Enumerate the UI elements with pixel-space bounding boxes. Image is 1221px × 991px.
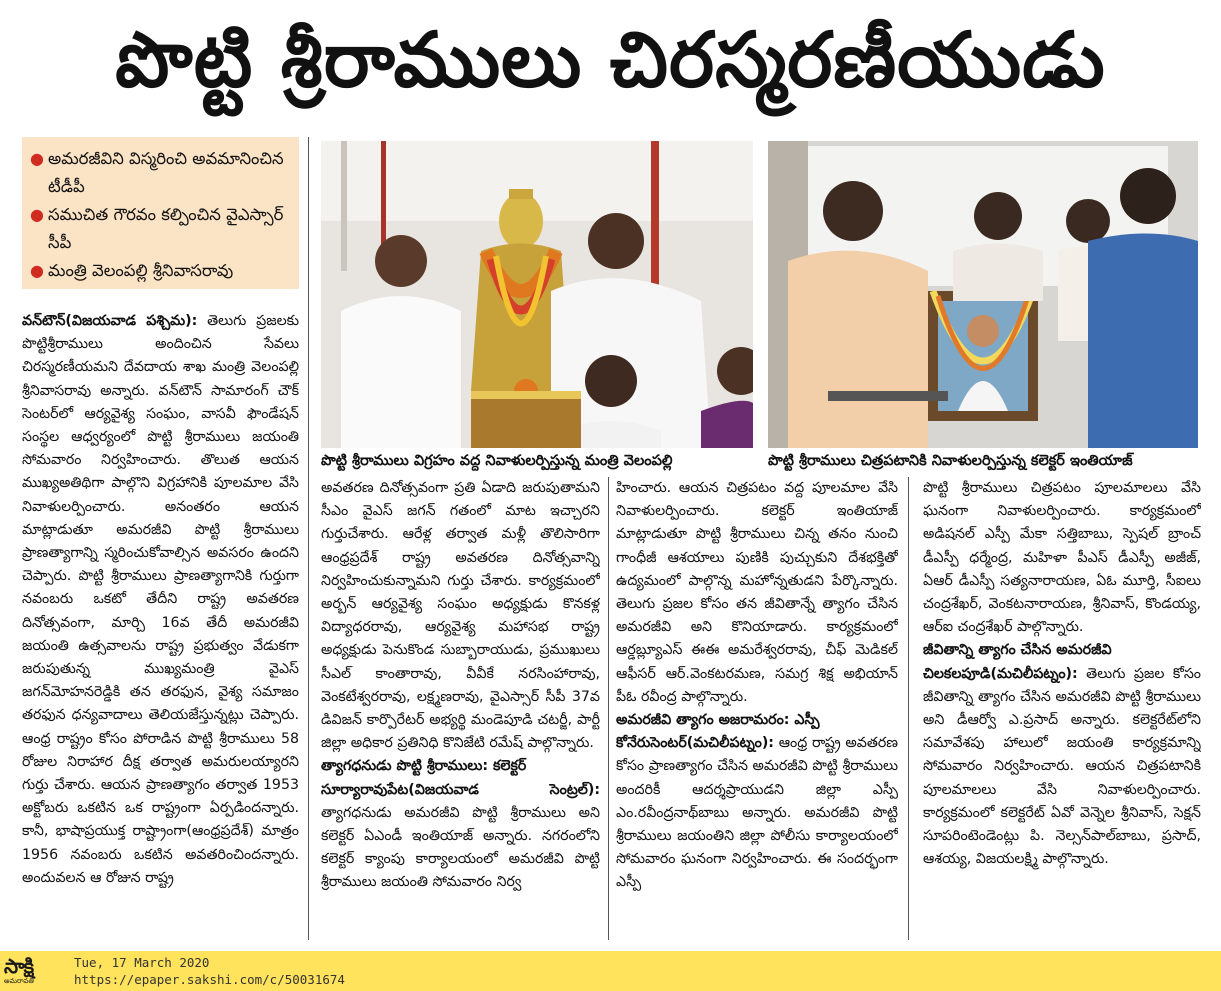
bullet-dot-icon: ● [30, 149, 44, 168]
highlights-box [22, 137, 299, 289]
article-column-1 [22, 310, 299, 940]
subheading: జీవితాన్ని త్యాగం చేసిన అమరజీవి [923, 642, 1112, 659]
article-text: పొట్టి శ్రీరాములు చిత్రపటం పూలమాలలు వేసి ఘనంగా నివాళులర్పించారు. కార్యక్రమంలో అడిషనల్ ఎస్పీ మేకా సత్తిబాబు, స్పెషల్ బ్రాంచ్ డీఎస్పీ ధర్మేంద్ర, మహిళా పీఎస్ డీఎస్పీ అజీజ్, ఏఆర్ డీఎస్పీ సత్యనారాయణ, ఏఓ మూర్తి, సీఐలు చంద్రశేఖర్, వెంకటనారాయణ, శ్రీనివాస్, కొండయ్య, ఆర్ఐ చంద్రశేఖర్ పాల్గొన్నారు. [923, 480, 1201, 636]
sakshi-logo: సాక్షి అమరావతి [4, 954, 34, 985]
column-divider [608, 477, 609, 940]
column-divider [908, 477, 909, 940]
article-column-2 [321, 477, 600, 940]
article-text: తెలుగు ప్రజలకు పొట్టిశ్రీరాములు అందించిన సేవలు చిరస్మరణీయమని దేవదాయ శాఖ మంత్రి వెలంపల్లి శ్రీనివాసరావు అన్నారు. వన్‌టౌన్ సామారంగ్ చౌక్ సెంటర్‌లో ఆర్యవైశ్య సంఘం, వాసవీ ఫౌండేషన్ సంస్థల ఆధ్వర్యంలో పొట్టి శ్రీరాములు జయంతి సోమవారం నిర్వహించారు. తొలుత ఆయన ముఖ్యఅతిథిగా పాల్గొని విగ్రహానికి పూలమాల వేసి నివాళులర్పించారు. అనంతరం ఆయన మాట్లాడుతూ అమరజీవి పొట్టి శ్రీరాములు ప్రాణత్యాగాన్ని స్మరించుకోవాల్సిన అవసరం ఉందని చెప్పారు. పొట్టి శ్రీరాములు ప్రాణత్యాగానికి గుర్తుగా నవంబరు ఒకటో తేదీని రాష్ట్ర అవతరణ దినోత్సవంగా, మార్చి 16వ తేదీ అమరజీవి జయంతి ఉత్సవాలను రాష్ట్ర ప్రభుత్వం వేడుకగా జరుపుతున్న ముఖ్యమంత్రి వైఎస్ జగన్‌మోహనరెడ్డికి తన తరఫున, వైశ్య సమాజం తరఫున ధన్యవాదాలు తెలియజేస్తున్నట్లు చెప్పారు. ఆంధ్ర రాష్ట్రం కోసం పోరాడిన పొట్టి శ్రీరాములు 58 రోజుల నిరాహార దీక్ష తర్వాత అమరులయ్యారని గుర్తు చేశారు. ఆయన ప్రాణత్యాగం తర్వాత 1953 అక్టోబరు ఒకటిన ఒక రాష్ట్రంగా ఏర్పడిందన్నారు. కానీ, భాషాప్రయుక్త రాష్ట్రాంగా(ఆంధ్రప్రదేశ్) మాత్రం 1956 నవంబరు ఒకటిన అవతరించిందన్నారు. అందువలన ఆ రోజున రాష్ట్ర [22, 313, 299, 886]
dateline: వన్‌టౌన్(విజయవాడ పశ్చిమ): [22, 313, 198, 329]
highlight-item: ● సముచిత గౌరవం కల్పించిన వైఎస్సార్ సీపీ [30, 201, 293, 257]
column-divider [308, 137, 309, 940]
photo-statue-tribute [321, 141, 753, 448]
photo-portrait-tribute [768, 141, 1198, 448]
highlight-item: ● మంత్రి వెలంపల్లి శ్రీనివాసరావు [30, 257, 293, 285]
photo-caption: పొట్టి శ్రీరాములు విగ్రహం వద్ద నివాళులర్పిస్తున్న మంత్రి వెలంపల్లి [321, 453, 673, 469]
article-text: తెలుగు ప్రజల కోసం జీవితాన్ని త్యాగం చేసిన అమరజీవి పొట్టి శ్రీరాములు అని డీఆర్వో ఎ.ప్రసాద్ అన్నారు. కలెక్టరేట్‌లోని సమావేశపు హాలులో జయంతి కార్యక్రమాన్ని సోమవారం నిర్వహించారు. ఆయన చిత్రపటానికి పూలమాలలు వేసి నివాళులర్పించారు. కార్యక్రమంలో కలెక్టరేట్ ఏవో వెన్నెల శ్రీనివాస్, సెక్షన్ సూపరింటెండెంట్లు పి. నెల్సన్‌పాల్‌బాబు, ప్రసాద్, ఆశయ్య, విజయలక్ష్మి పాల్గొన్నారు. [923, 665, 1201, 868]
dateline: కోనేరుసెంటర్(మచిలీపట్నం): [616, 735, 774, 752]
subheading: త్యాగధనుడు పొట్టి శ్రీరాములు: కలెక్టర్ [321, 758, 527, 775]
footer-info [74, 954, 345, 988]
article-text: త్యాగధనుడు అమరజీవి పొట్టి శ్రీరాములు అని కలెక్టర్ ఏఎండీ ఇంతియాజ్ అన్నారు. నగరంలోని కలెక్టర్ క్యాంపు కార్యాలయంలో అమరజీవి పొట్టి శ్రీరాములు జయంతి సోమవారం నిర్వ [321, 804, 600, 891]
bullet-dot-icon: ● [30, 205, 44, 224]
headline: పొట్టి శ్రీరాములు చిరస్మరణీయుడు [115, 15, 1106, 104]
article-column-3 [616, 477, 898, 940]
highlight-item: ● అమరజీవిని విస్మరించి అవమానించిన టీడీపీ [30, 145, 293, 201]
article-text: ఆంధ్ర రాష్ట్ర అవతరణ కోసం ప్రాణత్యాగం చేసిన అమరజీవి పొట్టి శ్రీరాములు అందరికీ ఆదర్శప్రాయుడని జిల్లా ఎస్పీ ఎం.రవీంద్రనాథ్‌బాబు అన్నారు. అమరజీవి పొట్టి శ్రీరాములు జయంతిని జిల్లా పోలీసు కార్యాలయంలో సోమవారం ఘనంగా నిర్వహించారు. ఈ సందర్భంగా ఎస్పీ [616, 735, 898, 891]
publication-date: Tue, 17 March 2020 [74, 955, 210, 970]
bullet-dot-icon: ● [30, 261, 44, 280]
dateline: చిలకలపూడి(మచిలీపట్నం): [923, 665, 1078, 682]
footer-bar [0, 951, 1221, 991]
dateline: సూర్యారావుపేట(విజయవాడ సెంట్రల్): [321, 781, 600, 798]
source-url[interactable]: https://epaper.sakshi.com/c/50031674 [74, 972, 345, 987]
article-text: అవతరణ దినోత్సవంగా ప్రతి ఏడాది జరుపుతామని సీఎం వైఎస్ జగన్ గతంలో మాట ఇచ్చారని గుర్తుచేశారు. ఆరేళ్ల తర్వాత మళ్లీ తొలిసారిగా ఆంధ్రప్రదేశ్ రాష్ట్ర అవతరణ దినోత్సవాన్ని నిర్వహించుకున్నామని గుర్తు చేశారు. కార్యక్రమంలో అర్బన్ ఆర్యవైశ్య సంఘం అధ్యక్షుడు కొనకళ్ల విద్యాధరరావు, ఆర్యవైశ్య మహాసభ రాష్ట్ర అధ్యక్షుడు పెనుకొండ సుబ్బారాయుడు, ప్రముఖులు సీఎల్ కాంతారావు, వీవీకే నరసింహారావు, వెంకటేశ్వరరావు, లక్ష్మణరావు, వైఎస్సార్ సీపీ 37వ డివిజన్ కార్పొరేటర్ అభ్యర్థి మండెపూడి చటర్జీ, పార్టీ జిల్లా అధికార ప్రతినిధి కొనిజేటి రమేష్ పాల్గొన్నారు. [321, 480, 600, 752]
article-column-4 [923, 477, 1201, 940]
subheading: అమరజీవి త్యాగం అజరామరం: ఎస్పీ [616, 712, 820, 729]
article-text: హించారు. ఆయన చిత్రపటం వద్ద పూలమాల వేసి నివాళులర్పించారు. కలెక్టర్ ఇంతియాజ్ మాట్లాడుతూ పొట్టి శ్రీరాములు చిన్న తనం నుంచి గాంధీజీ ఆశయాలు పుణికి పుచ్చుకుని దేశభక్తితో ఉద్యమంలో పాల్గొన్న మహోన్నతుడని పేర్కొన్నారు. తెలుగు ప్రజల కోసం తన జీవితాన్నే త్యాగం చేసిన అమరజీవి అని కొనియాడారు. కార్యక్రమంలో ఆర్డబ్ల్యూఎస్ ఈఈ అమరేశ్వరరావు, చీఫ్ మెడికల్ ఆఫీసర్ ఆర్.వెంకటరమణ, సమగ్ర శిక్ష అభియాన్ పీఓ రవీంద్ర పాల్గొన్నారు. [616, 480, 898, 705]
photo-caption: పొట్టి శ్రీరాములు చిత్రపటానికి నివాళులర్పిస్తున్న కలెక్టర్ ఇంతియాజ్ [768, 453, 1133, 469]
